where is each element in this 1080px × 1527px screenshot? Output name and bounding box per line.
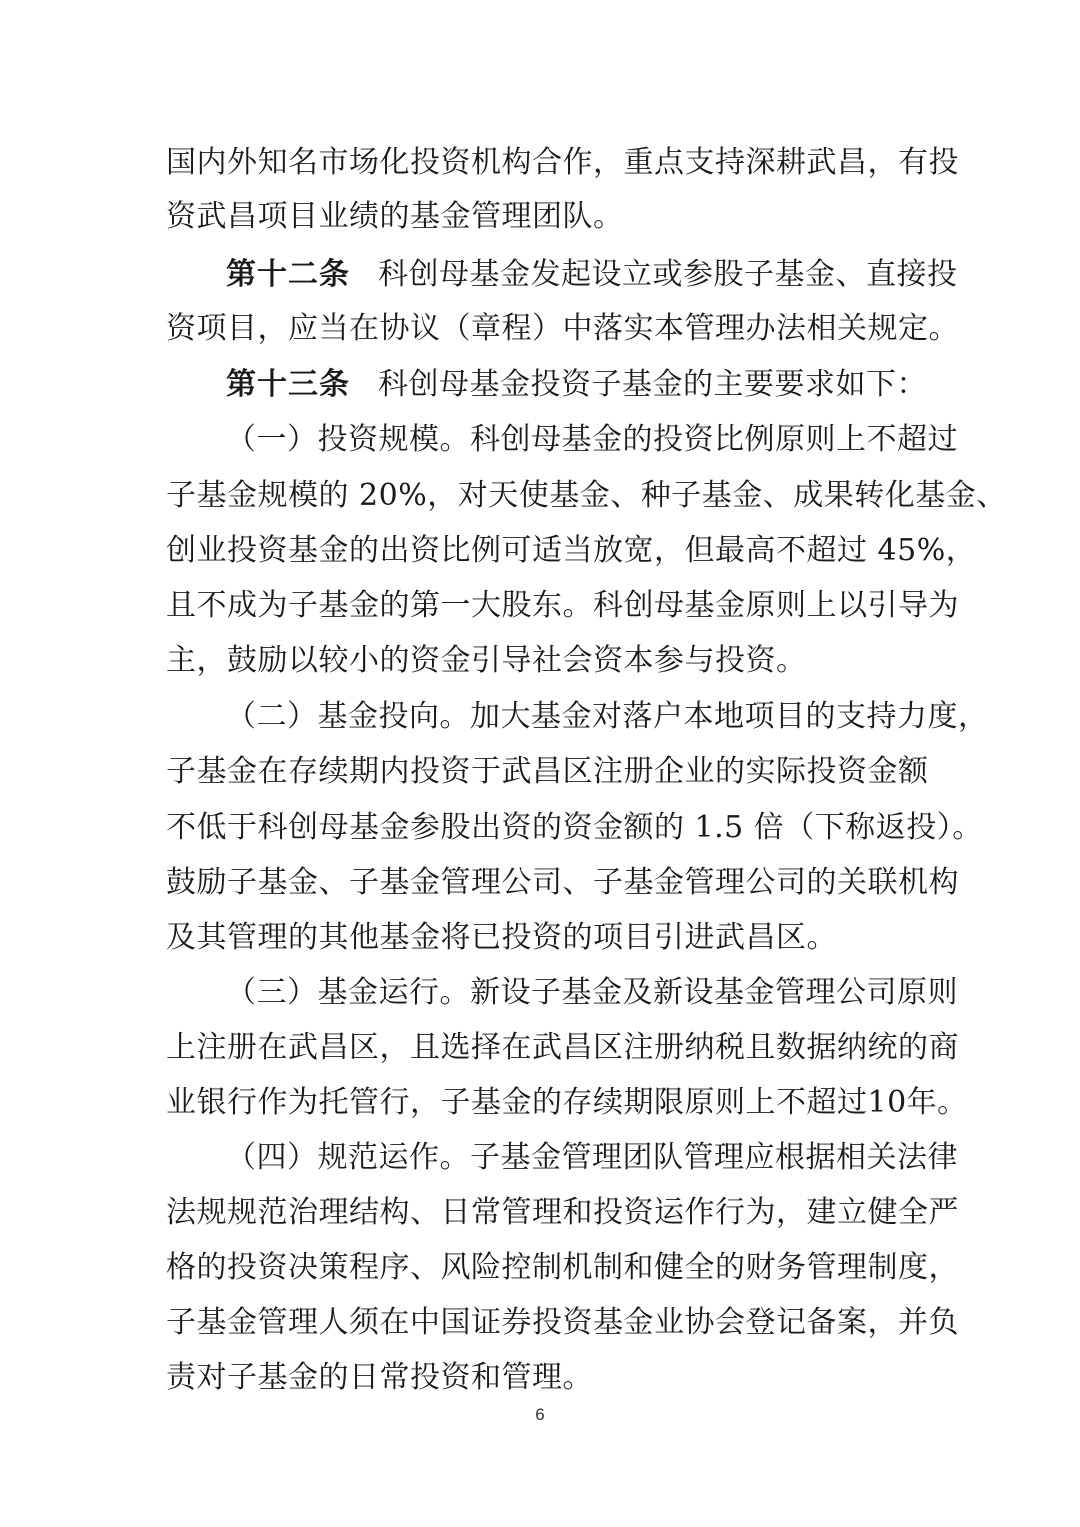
- paragraph-line: 资武昌项目业绩的基金管理团队。: [166, 199, 624, 234]
- paragraph-line: 责对子基金的日常投资和管理。: [166, 1360, 593, 1395]
- paragraph-line: 法规规范治理结构、日常管理和投资运作行为，建立健全严: [166, 1195, 959, 1230]
- page-number: 6: [535, 1405, 545, 1424]
- paragraph-line: 及其管理的其他基金将已投资的项目引进武昌区。: [166, 920, 837, 955]
- paragraph-line: （二）基金投向。加大基金对落户本地项目的支持力度，: [226, 699, 989, 734]
- paragraph-line: （一）投资规模。科创母基金的投资比例原则上不超过: [226, 422, 958, 457]
- paragraph-line: 鼓励子基金、子基金管理公司、子基金管理公司的关联机构: [166, 865, 959, 900]
- paragraph-line: 创业投资基金的出资比例可适当放宽，但最高不超过 45%，: [166, 533, 977, 568]
- paragraph-line: 子基金在存续期内投资于武昌区注册企业的实际投资金额: [166, 754, 929, 789]
- article-13-line: [226, 358, 926, 412]
- article-12-line: [226, 248, 958, 302]
- paragraph-line: 不低于科创母基金参股出资的资金额的 1.5 倍（下称返投）。: [166, 810, 983, 845]
- paragraph-line: 国内外知名市场化投资机构合作，重点支持深耕武昌，有投: [166, 145, 959, 180]
- paragraph-line: 主，鼓励以较小的资金引导社会资本参与投资。: [166, 643, 807, 678]
- article-text: 科创母基金投资子基金的主要要求如下：: [378, 367, 927, 402]
- paragraph-line: 上注册在武昌区，且选择在武昌区注册纳税且数据纳统的商: [166, 1030, 959, 1065]
- paragraph-line: 业银行作为托管行，子基金的存续期限原则上不超过10年。: [166, 1085, 968, 1120]
- article-text: 科创母基金发起设立或参股子基金、直接投: [378, 257, 958, 292]
- paragraph-line: 且不成为子基金的第一大股东。科创母基金原则上以引导为: [166, 588, 959, 623]
- article-heading: 第十三条: [226, 367, 350, 402]
- paragraph-line: 资项目，应当在协议（章程）中落实本管理办法相关规定。: [166, 311, 959, 346]
- paragraph-line: 格的投资决策程序、风险控制机制和健全的财务管理制度，: [166, 1250, 959, 1285]
- article-heading: 第十二条: [226, 257, 350, 292]
- paragraph-line: （四）规范运作。子基金管理团队管理应根据相关法律: [226, 1140, 958, 1175]
- paragraph-line: 子基金规模的 20%，对天使基金、种子基金、成果转化基金、: [166, 478, 1007, 513]
- paragraph-line: 子基金管理人须在中国证券投资基金业协会登记备案，并负: [166, 1305, 959, 1340]
- paragraph-line: （三）基金运行。新设子基金及新设基金管理公司原则: [226, 975, 958, 1010]
